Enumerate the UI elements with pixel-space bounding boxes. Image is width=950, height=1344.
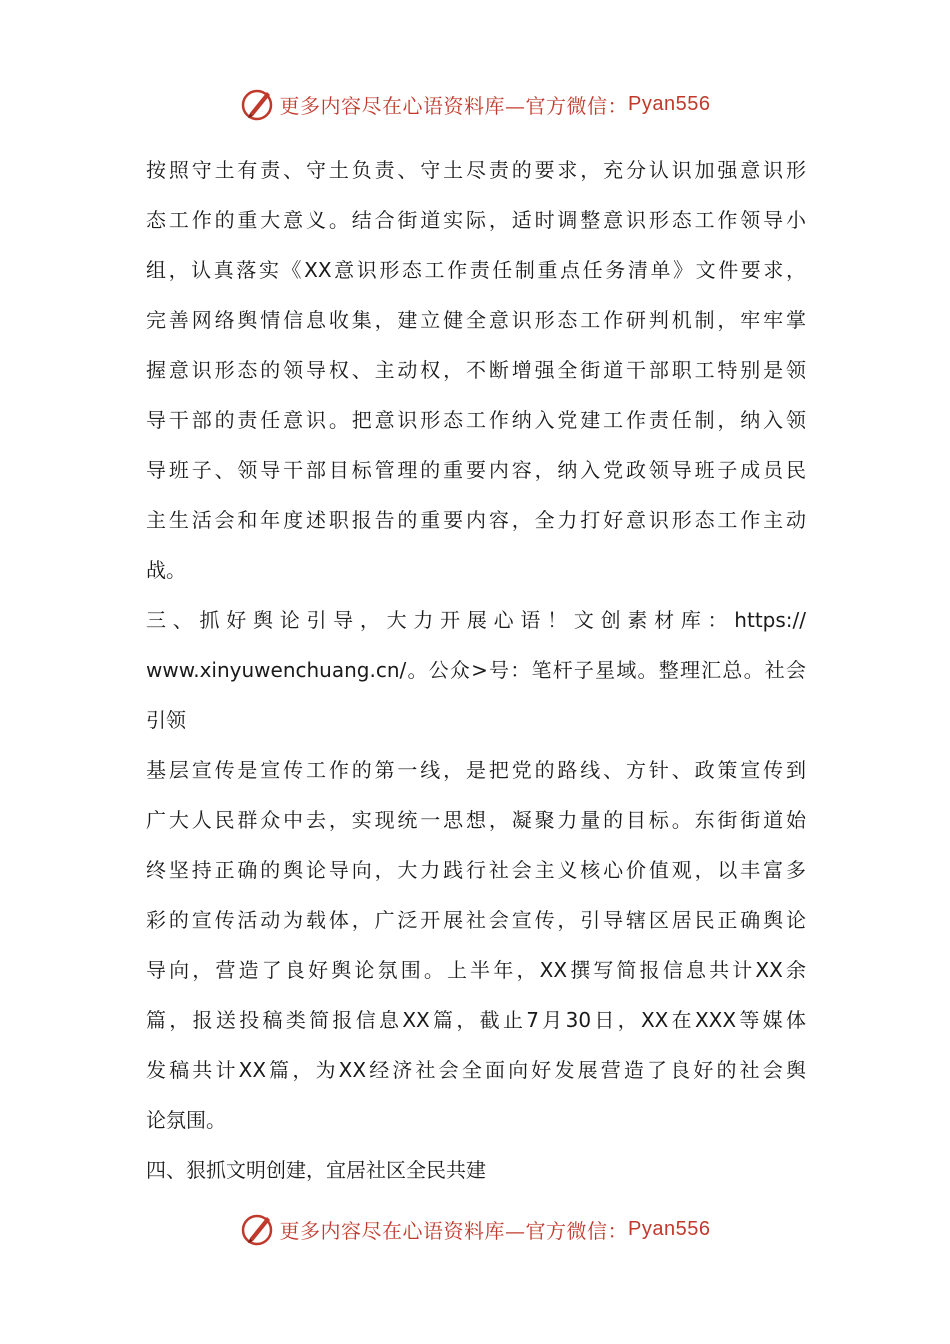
section-heading: 三、抓好舆论引导，大力开展心语！文创素材库：https:// xyxy=(146,608,806,632)
section-heading: 四、狠抓文明创建，宜居社区全民共建 xyxy=(146,1158,486,1182)
text-line: 主生活会和年度述职报告的重要内容，全力打好意识形态工作主动 xyxy=(146,508,806,532)
text-line: 基层宣传是宣传工作的第一线，是把党的路线、方针、政策宣传到 xyxy=(146,758,806,782)
text-line: www.xinyuwenchuang.cn/。公众>号：笔杆子星域。整理汇总。社会 xyxy=(146,658,806,682)
text-line: 导向，营造了良好舆论氛围。上半年，XX撰写简报信息共计XX余 xyxy=(146,958,806,982)
text-line: 篇，报送投稿类简报信息XX篇，截止7月30日，XX在XXX等媒体 xyxy=(146,1008,806,1032)
text-line: 握意识形态的领导权、主动权，不断增强全街道干部职工特别是领 xyxy=(146,358,806,382)
text-line: 终坚持正确的舆论导向，大力践行社会主义核心价值观，以丰富多 xyxy=(146,858,806,882)
footer-watermark-text: 更多内容尽在心语资料库—官方微信： xyxy=(279,1218,629,1243)
text-line: 彩的宣传活动为载体，广泛开展社会宣传，引导辖区居民正确舆论 xyxy=(146,908,806,932)
footer-watermark-id: Pyan556 xyxy=(628,1217,711,1240)
header-watermark-id: Pyan556 xyxy=(628,92,711,115)
text-line: 引领 xyxy=(146,708,186,732)
text-line: 发稿共计XX篇，为XX经济社会全面向好发展营造了良好的社会舆 xyxy=(146,1058,806,1082)
header-watermark-text: 更多内容尽在心语资料库—官方微信： xyxy=(279,93,629,118)
text-line: 论氛围。 xyxy=(146,1108,226,1132)
text-line: 导班子、领导干部目标管理的重要内容，纳入党政领导班子成员民 xyxy=(146,458,806,482)
text-line: 组，认真落实《XX意识形态工作责任制重点任务清单》文件要求， xyxy=(146,258,806,282)
header-watermark xyxy=(0,82,950,126)
pen-logo-icon xyxy=(240,86,276,122)
document-body xyxy=(146,145,806,1195)
text-line: 广大人民群众中去，实现统一思想，凝聚力量的目标。东街街道始 xyxy=(146,808,806,832)
text-line: 按照守土有责、守土负责、守土尽责的要求，充分认识加强意识形 xyxy=(146,158,806,182)
text-line: 态工作的重大意义。结合街道实际，适时调整意识形态工作领导小 xyxy=(146,208,806,232)
footer-watermark xyxy=(0,1207,950,1251)
pen-logo-icon xyxy=(240,1211,276,1247)
text-line: 导干部的责任意识。把意识形态工作纳入党建工作责任制，纳入领 xyxy=(146,408,806,432)
text-line: 战。 xyxy=(146,558,186,582)
text-line: 完善网络舆情信息收集，建立健全意识形态工作研判机制，牢牢掌 xyxy=(146,308,806,332)
